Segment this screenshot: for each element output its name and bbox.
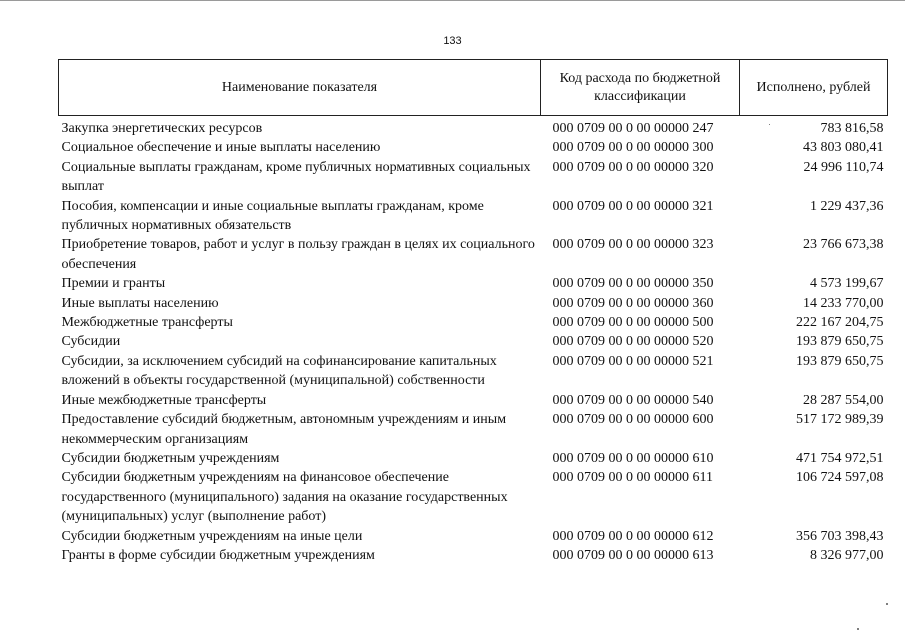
table-row xyxy=(59,313,888,332)
table-row xyxy=(59,158,888,197)
row-code: 000 0709 00 0 00 00000 610 xyxy=(552,450,714,466)
scan-speck xyxy=(886,603,888,605)
row-amount: 8 326 977,00 xyxy=(810,547,884,563)
row-name: Субсидии бюджетным учреждениям на финансовое обеспечение государственного (муниципального) задания на оказание государственных (муниципальных) услуг (выполнение работ) xyxy=(61,470,508,525)
row-name: Премии и гранты xyxy=(61,276,166,292)
header-code: Код расхода по бюджетной классификации xyxy=(541,60,740,116)
top-edge-rule xyxy=(0,0,905,1)
row-code: 000 0709 00 0 00 00000 613 xyxy=(552,547,714,563)
table-row xyxy=(59,410,888,449)
table-row xyxy=(59,197,888,236)
table-row xyxy=(59,294,888,313)
row-name: Предоставление субсидий бюджетным, автономным учреждениям и иным некоммерческим организациям xyxy=(61,412,507,447)
row-name: Закупка энергетических ресурсов xyxy=(61,121,263,136)
row-code: 000 0709 00 0 00 00000 611 xyxy=(552,470,713,486)
row-code: 000 0709 00 0 00 00000 247 xyxy=(552,121,714,136)
row-code: 000 0709 00 0 00 00000 321 xyxy=(552,198,714,214)
header-amount: Исполнено, рублей xyxy=(740,60,888,116)
table-row xyxy=(59,138,888,157)
row-name: Субсидии бюджетным учреждениям xyxy=(61,450,280,466)
expenditure-table xyxy=(58,59,888,565)
table-row xyxy=(59,468,888,526)
row-amount: 23 766 673,38 xyxy=(803,237,884,253)
row-amount: 28 287 554,00 xyxy=(803,392,884,408)
row-code: 000 0709 00 0 00 00000 350 xyxy=(552,276,714,292)
table-row xyxy=(59,274,888,293)
table-row xyxy=(59,527,888,546)
row-code: 000 0709 00 0 00 00000 300 xyxy=(552,140,714,156)
row-name: Социальные выплаты гражданам, кроме публичных нормативных социальных выплат xyxy=(61,159,531,195)
row-name: Межбюджетные трансферты xyxy=(61,315,233,331)
row-name: Иные межбюджетные трансферты xyxy=(61,392,267,408)
row-amount: 222 167 204,75 xyxy=(796,315,884,331)
table-row xyxy=(59,235,888,274)
row-amount: 783 816,58 xyxy=(820,121,884,136)
scan-speck xyxy=(769,124,770,125)
table-header xyxy=(59,60,888,116)
row-amount: 4 573 199,67 xyxy=(810,276,884,292)
table-row xyxy=(59,352,888,391)
row-amount: 193 879 650,75 xyxy=(796,334,884,350)
row-code: 000 0709 00 0 00 00000 320 xyxy=(552,159,714,175)
row-name: Социальное обеспечение и иные выплаты населению xyxy=(61,140,381,156)
row-name: Гранты в форме субсидии бюджетным учреждениям xyxy=(61,547,375,563)
row-amount: 193 879 650,75 xyxy=(796,353,884,369)
table-row xyxy=(59,116,888,139)
row-amount: 1 229 437,36 xyxy=(810,198,884,214)
row-code: 000 0709 00 0 00 00000 360 xyxy=(552,295,714,311)
table-body xyxy=(59,116,888,566)
header-name: Наименование показателя xyxy=(59,60,541,116)
row-code: 000 0709 00 0 00 00000 323 xyxy=(552,237,714,253)
row-name: Приобретение товаров, работ и услуг в пользу граждан в целях их социального обеспечения xyxy=(61,237,535,272)
table-row xyxy=(59,391,888,410)
row-name: Субсидии бюджетным учреждениям на иные цели xyxy=(61,528,363,544)
row-amount: 24 996 110,74 xyxy=(803,159,884,175)
row-code: 000 0709 00 0 00 00000 540 xyxy=(552,392,714,408)
scan-speck xyxy=(857,628,859,630)
table-row xyxy=(59,332,888,351)
row-amount: 43 803 080,41 xyxy=(803,140,884,156)
row-code: 000 0709 00 0 00 00000 520 xyxy=(552,334,714,350)
header-row xyxy=(59,60,888,116)
row-code: 000 0709 00 0 00 00000 600 xyxy=(552,412,714,428)
row-amount: 517 172 989,39 xyxy=(796,412,884,428)
row-name: Иные выплаты населению xyxy=(61,295,219,311)
row-amount: 471 754 972,51 xyxy=(796,450,884,466)
row-amount: 356 703 398,43 xyxy=(796,528,884,544)
row-name: Пособия, компенсации и иные социальные выплаты гражданам, кроме публичных нормативных обязательств xyxy=(61,198,484,234)
row-name: Субсидии xyxy=(61,334,121,350)
row-amount: 106 724 597,08 xyxy=(796,470,884,486)
row-amount: 14 233 770,00 xyxy=(803,295,884,311)
row-code: 000 0709 00 0 00 00000 521 xyxy=(552,353,714,369)
row-code: 000 0709 00 0 00 00000 500 xyxy=(552,315,714,331)
table-row xyxy=(59,449,888,468)
page-number: 133 xyxy=(443,35,462,47)
table-row xyxy=(59,546,888,565)
row-name: Субсидии, за исключением субсидий на софинансирование капитальных вложений в объекты государственной (муниципальной) собственности xyxy=(61,353,497,389)
row-code: 000 0709 00 0 00 00000 612 xyxy=(552,528,714,544)
